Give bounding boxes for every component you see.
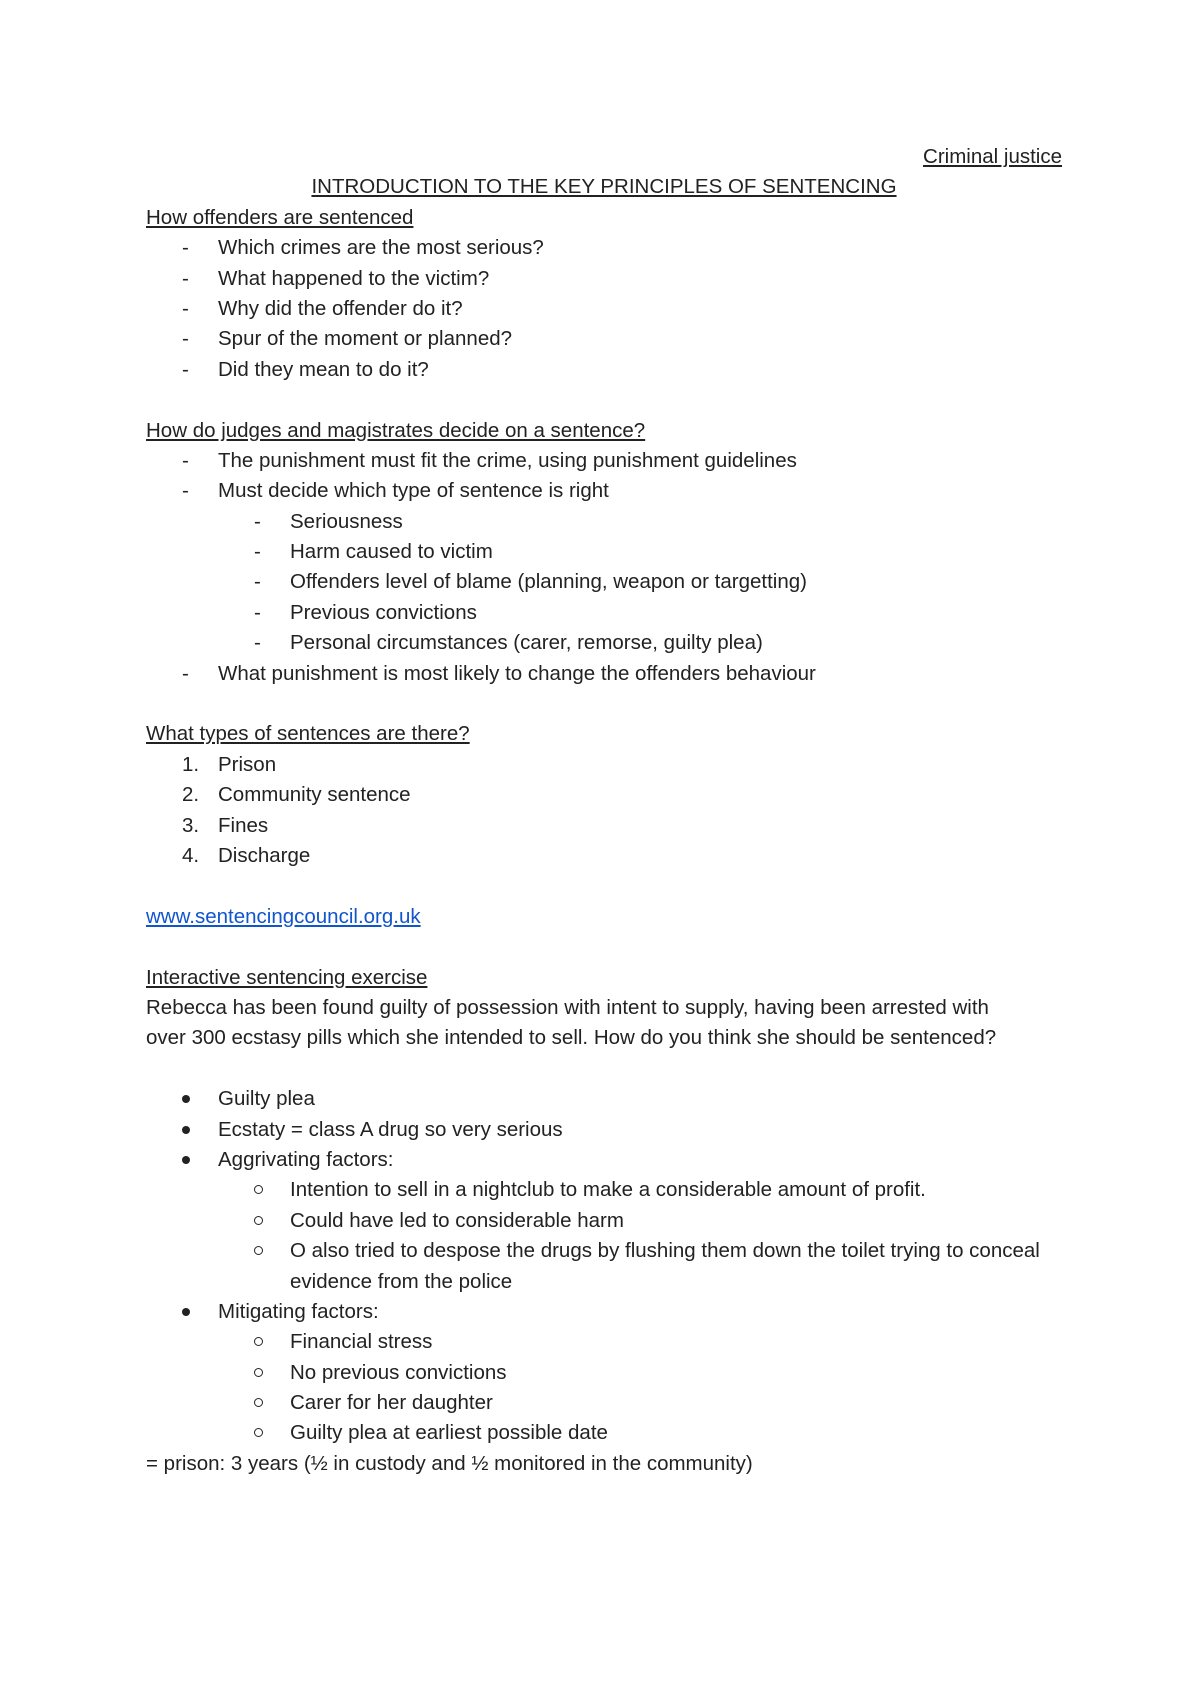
bullet-icon (182, 1308, 190, 1316)
title-line (146, 172, 1062, 202)
conclusion-line: = prison: 3 years (½ in custody and ½ monitored in the community) (146, 1451, 753, 1475)
circle-bullet-icon (254, 1185, 263, 1194)
circle-bullet-icon (254, 1337, 263, 1346)
sub-bullet-item: Guilty plea at earliest possible date (146, 1418, 1062, 1448)
circle-bullet-icon (254, 1398, 263, 1407)
sub-list-item: - Previous convictions (254, 600, 477, 624)
sub-bullet-item: O also tried to despose the drugs by flushing them down the toilet trying to conceal evidence from the police (146, 1236, 1062, 1297)
subject-label: Criminal justice (923, 145, 1062, 168)
sub-bullet-item: No previous convictions (146, 1358, 1062, 1388)
numbered-item: 3. Fines (146, 811, 1062, 841)
bullet-item: Guilty plea (146, 1084, 1062, 1114)
list-item: - Did they mean to do it? (182, 357, 429, 381)
item-number: 4. (182, 843, 200, 867)
numbered-item: 2. Community sentence (146, 780, 1062, 810)
exercise-paragraph: Rebecca has been found guilty of possession with intent to supply, having been arrested with over 300 ecstasy pills which she intended to sell. How do you think she should be sentenced? (146, 995, 997, 1050)
link-line (146, 902, 1062, 932)
list-item: - Spur of the moment or planned? (182, 327, 513, 351)
sub-list-item: - Seriousness (254, 509, 403, 533)
bullet-item: Mitigating factors: (146, 1297, 1062, 1327)
item-number: 1. (182, 752, 200, 776)
circle-bullet-icon (254, 1216, 263, 1225)
circle-bullet-icon (254, 1428, 263, 1437)
document-title: INTRODUCTION TO THE KEY PRINCIPLES OF SENTENCING (311, 175, 897, 199)
section-heading: How offenders are sentenced (146, 205, 414, 229)
sub-list-item: - Personal circumstances (carer, remorse, guilty plea) (254, 631, 763, 655)
numbered-item: 1. Prison (146, 750, 1062, 780)
item-number: 2. (182, 783, 200, 807)
list-item: - What punishment is most likely to change the offenders behaviour (182, 661, 816, 685)
sentencing-council-link[interactable]: www.sentencingcouncil.org.uk (146, 904, 421, 928)
list-item: - Must decide which type of sentence is right (182, 479, 609, 503)
sub-list-item: - Harm caused to victim (254, 540, 493, 564)
sub-bullet-item: Could have led to considerable harm (146, 1206, 1062, 1236)
section-heading: What types of sentences are there? (146, 722, 470, 746)
circle-bullet-icon (254, 1368, 263, 1377)
item-number: 3. (182, 813, 200, 837)
list-item: - The punishment must fit the crime, using punishment guidelines (182, 448, 797, 472)
bullet-item: Ecstaty = class A drug so very serious (146, 1115, 1062, 1145)
sub-list-item: - Offenders level of blame (planning, weapon or targetting) (254, 570, 807, 594)
bullet-icon (182, 1095, 190, 1103)
subject-line (146, 142, 1062, 172)
bullet-icon (182, 1126, 190, 1134)
bullet-icon (182, 1156, 190, 1164)
section-heading: Interactive sentencing exercise (146, 965, 428, 989)
bullet-item: Aggrivating factors: (146, 1145, 1062, 1175)
list-item: - What happened to the victim? (182, 266, 490, 290)
sub-bullet-item: Intention to sell in a nightclub to make a considerable amount of profit. (146, 1175, 1062, 1205)
sub-bullet-item: Financial stress (146, 1327, 1062, 1357)
section-heading: How do judges and magistrates decide on a sentence? (146, 418, 646, 442)
list-item: - Which crimes are the most serious? (182, 236, 544, 260)
list-item: - Why did the offender do it? (182, 296, 463, 320)
numbered-item: 4. Discharge (146, 841, 1062, 871)
document-page (146, 142, 1062, 1479)
sub-bullet-item: Carer for her daughter (146, 1388, 1062, 1418)
circle-bullet-icon (254, 1246, 263, 1255)
